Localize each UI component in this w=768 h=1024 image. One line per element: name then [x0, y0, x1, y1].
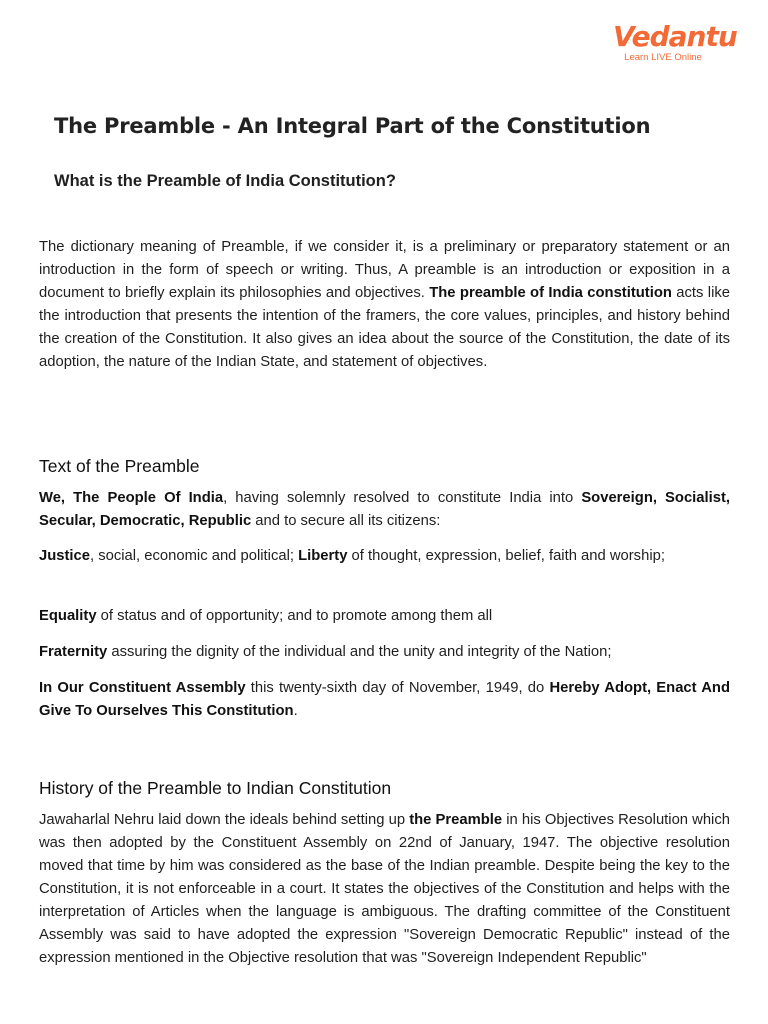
text-of-preamble-heading: Text of the Preamble [39, 456, 200, 476]
bold-text: Sovereign, Socialist, Secular, Democratic, Republic [39, 490, 731, 529]
intro-bold-1: The preamble of India constitution [429, 285, 672, 301]
preamble-paragraph-assembly [39, 677, 730, 723]
preamble-paragraph-people [39, 487, 730, 533]
preamble-paragraph-justice [39, 545, 730, 568]
body-text: assuring the dignity of the individual and the unity and integrity of the Nation; [107, 644, 612, 660]
intro-text-1: The dictionary meaning of Preamble, if we consider it, is a preliminary or preparatory statement or an introduction in the form of speech or writing. Thus, A preamble is an introduction or exposition in a document to briefly explain its philosophies and objectives. [39, 239, 730, 301]
preamble-paragraph-equality [39, 605, 730, 628]
body-text: , having solemnly resolved to constitute India into [223, 490, 582, 506]
history-heading: History of the Preamble to Indian Constitution [39, 778, 392, 798]
bold-text: Fraternity [39, 644, 108, 660]
body-text: of status and of opportunity; and to promote among them all [96, 608, 493, 624]
vedantu-logo [613, 20, 737, 63]
history-paragraph [39, 809, 730, 970]
intro-paragraph [39, 236, 730, 374]
body-text: in his Objectives Resolution which was then adopted by the Constituent Assembly on 22nd of January, 1947. The objective resolution moved that time by him was considered as the base of the Indian preamble. Despite being the key to the Constitution, it is not enforceable in a court. It states the objectives of the Constitution and helps with the interpretation of Articles when the language is ambiguous. The drafting committee of the Constituent Assembly was said to have adopted the expression "Sovereign Democratic Republic" instead of the expression mentioned in the Objective resolution that was "Sovereign Independent Republic" [39, 812, 730, 966]
bold-text: Hereby Adopt, Enact And Give To Ourselves This Constitution [39, 680, 730, 719]
logo-tagline: Learn LIVE Online [624, 52, 702, 63]
body-text: of thought, expression, belief, faith and worship; [347, 548, 665, 564]
bold-text: Liberty [298, 548, 348, 564]
preamble-paragraph-fraternity [39, 641, 730, 664]
bold-text: Justice [39, 548, 90, 564]
bold-text: the Preamble [409, 812, 503, 828]
bold-text: Equality [39, 608, 97, 624]
page-title: The Preamble - An Integral Part of the Constitution [54, 114, 651, 138]
intro-text-2: acts like the introduction that presents the intention of the framers, the core values, principles, and history behind the creation of the Constitution. It also gives an idea about the source of the Constitution, the date of its adoption, the nature of the Indian State, and statement of objectives. [39, 285, 730, 370]
body-text: this twenty-sixth day of November, 1949, do [245, 680, 550, 696]
body-text: and to secure all its citizens: [251, 513, 441, 529]
bold-text: In Our Constituent Assembly [39, 680, 246, 696]
body-text: , social, economic and political; [90, 548, 299, 564]
page-subtitle: What is the Preamble of India Constitution? [54, 172, 396, 190]
body-text: Jawaharlal Nehru laid down the ideals behind setting up [39, 812, 410, 828]
body-text: . [293, 703, 298, 719]
logo-wordmark: Vedantu [613, 20, 737, 53]
bold-text: We, The People Of India [39, 490, 224, 506]
